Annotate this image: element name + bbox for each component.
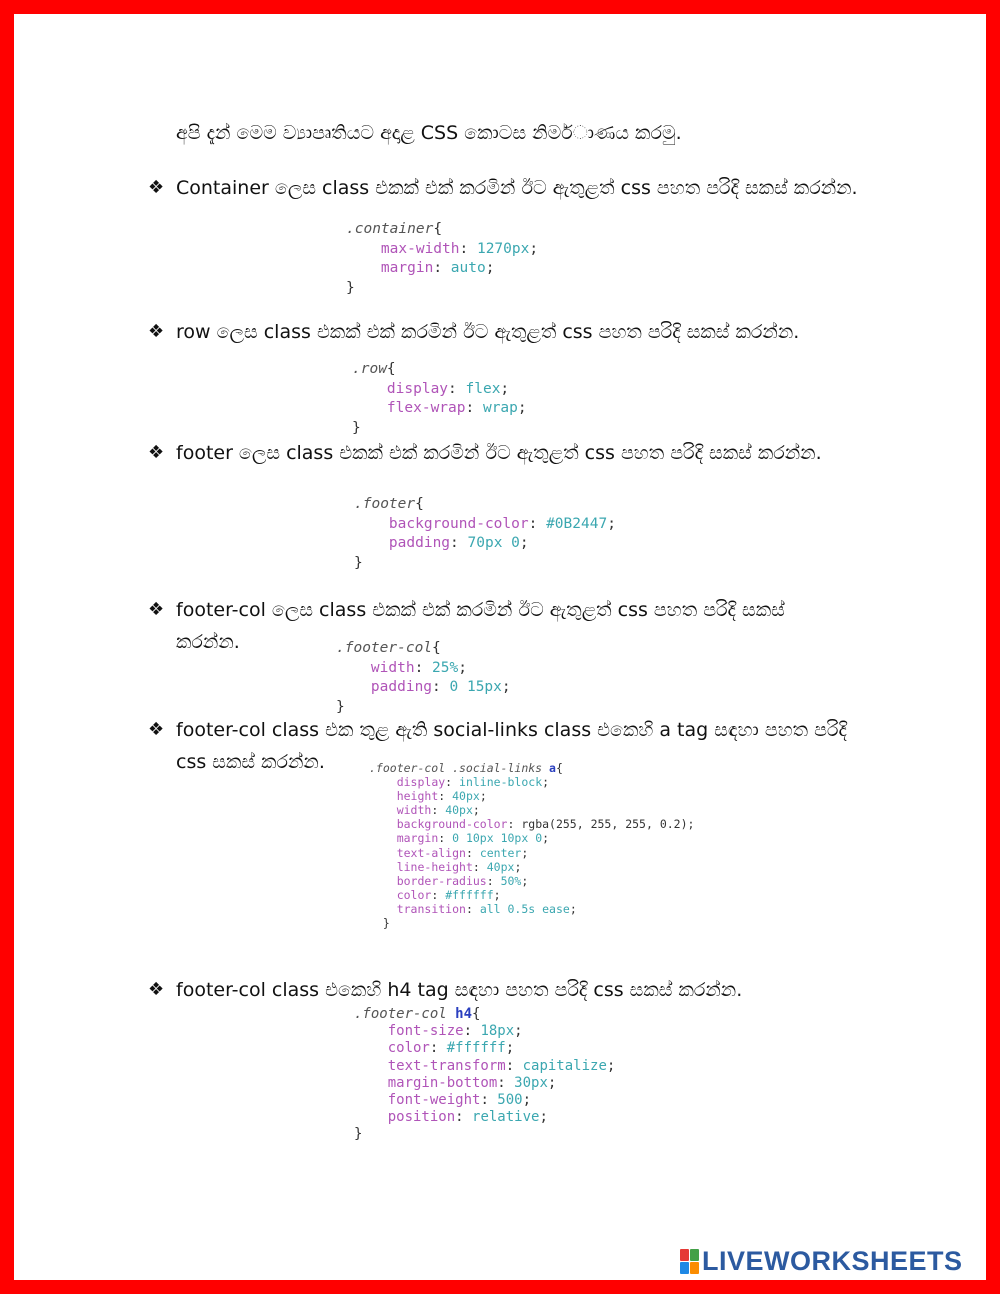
code-value: capitalize	[522, 1057, 607, 1074]
logo-square	[690, 1249, 699, 1261]
logo-square	[690, 1262, 699, 1274]
code-property: transition	[396, 901, 466, 916]
code-property: font-size	[387, 1023, 464, 1040]
code-value: 25%	[432, 659, 459, 676]
code-property: line-height	[396, 859, 473, 874]
code-value: 1270px	[476, 240, 530, 257]
instruction-text-line-1: footer-col ලෙස class එකක් එක් කරමින් ඊට ඇතුළත් css පහත පරිදි සකස්	[176, 599, 785, 621]
logo-mark-icon	[680, 1249, 699, 1274]
code-property: margin	[380, 260, 434, 276]
code-value: wrap	[482, 400, 518, 416]
brand-name: LIVEWORKSHEETS	[702, 1246, 963, 1276]
bullet-icon: ❖	[148, 599, 165, 620]
instruction-text: Container ලෙස class එකක් එක් කරමින් ඊට ඇතුළත් css පහත පරිදි සකස් කරන්න.	[176, 177, 858, 199]
code-property: flex-wrap	[386, 400, 466, 416]
code-value: relative	[472, 1109, 540, 1126]
code-property: display	[386, 380, 449, 397]
bullet-icon: ❖	[148, 177, 165, 198]
code-selector: .footer-col .social-links	[369, 761, 543, 775]
code-property: display	[396, 775, 446, 790]
bullet-icon: ❖	[148, 719, 165, 740]
code-property: text-align	[396, 845, 466, 860]
code-selector: .footer	[354, 496, 416, 512]
code-value: all 0.5s ease	[479, 901, 570, 916]
code-value: 40px	[445, 803, 473, 818]
code-value: #0B2447	[546, 515, 608, 532]
code-property: text-transform	[387, 1057, 506, 1074]
code-value: 0 15px	[449, 679, 502, 695]
bullet-icon: ❖	[148, 442, 165, 463]
instruction-footer	[148, 437, 868, 469]
instruction-text: footer-col class එකෙහි h4 tag සඳහා පහත පරිදි css සකස් කරන්න.	[176, 979, 743, 1001]
code-value: 40px	[486, 859, 515, 874]
worksheet-page	[14, 14, 986, 1280]
code-value: 70px 0	[467, 535, 520, 551]
instruction-text: footer ලෙස class එකක් එක් කරමින් ඊට ඇතුළත් css පහත පරිදි සකස් කරන්න.	[176, 442, 822, 464]
code-property: margin	[396, 831, 439, 846]
code-property: position	[387, 1109, 456, 1126]
code-property: width	[396, 803, 432, 818]
instruction-h4	[148, 974, 868, 1006]
code-property: color	[387, 1040, 430, 1057]
code-block-row: .row{ display: flex; flex-wrap: wrap; }	[352, 361, 527, 436]
code-property: background-color	[396, 817, 508, 832]
code-block-h4: .footer-col h4{ font-size: 18px; color: #ffffff; text-transform: capitalize; margin-bottom: 30px; font-weight: 500; position: relative; }	[354, 1006, 616, 1143]
code-value: center	[479, 845, 522, 860]
instruction-container	[148, 172, 868, 204]
code-value: 0 10px 10px 0	[452, 831, 543, 846]
instruction-text-line-1: footer-col class එක තුළ ඇති social-links class එකෙහි a tag සඳහා පහත පරිදි	[176, 719, 847, 741]
code-block-footer-col: .footer-col{ width: 25%; padding: 0 15px; }	[336, 640, 511, 715]
instruction-text-line-2: css සකස් කරන්න.	[176, 751, 325, 773]
code-property: background-color	[388, 515, 529, 532]
code-value: inline-block	[459, 775, 543, 790]
code-property: border-radius	[396, 873, 487, 888]
code-value: #ffffff	[445, 887, 494, 902]
liveworksheets-logo	[680, 1246, 963, 1277]
code-selector: .row	[352, 361, 387, 377]
code-value: auto	[450, 260, 486, 276]
code-selector-tag: a	[549, 761, 556, 775]
intro-text: අපි දැන් මෙම ව්‍යාපෘතියට අදාළ CSS කොටස නිමර්ාණය කරමු.	[176, 122, 682, 144]
code-block-social-links: .footer-col .social-links a{ display: inline-block; height: 40px; width: 40px; background-color: rgba(255, 255, 255, 0.2); margin: 0 10px 10px 0; text-align: center; line-height: 40px; border-radius: 50%; color: #ffffff; transition: all 0.5s ease; }	[369, 761, 695, 931]
code-selector: .footer-col	[354, 1006, 447, 1022]
instruction-text-line-2: කරන්න.	[176, 631, 240, 653]
code-value: 50%	[500, 873, 522, 888]
code-value: rgba(255, 255, 255, 0.2)	[521, 817, 688, 832]
code-property: color	[396, 887, 432, 902]
code-property: max-width	[380, 240, 460, 257]
instruction-row	[148, 316, 868, 348]
code-property: width	[370, 659, 415, 676]
code-value: 18px	[480, 1023, 515, 1040]
bullet-icon: ❖	[148, 321, 165, 342]
code-selector-tag: h4	[455, 1006, 473, 1022]
code-property: height	[396, 789, 439, 804]
code-block-footer: .footer{ background-color: #0B2447; padding: 70px 0; }	[354, 496, 616, 571]
code-property: font-weight	[387, 1092, 481, 1109]
bullet-icon: ❖	[148, 979, 165, 1000]
code-value: 500	[497, 1092, 523, 1109]
logo-square	[680, 1262, 689, 1274]
logo-square	[680, 1249, 689, 1261]
code-selector: .container	[346, 221, 434, 237]
code-property: padding	[388, 535, 451, 551]
code-property: padding	[370, 679, 433, 695]
instruction-text: row ලෙස class එකක් එක් කරමින් ඊට ඇතුළත් css පහත පරිදි සකස් කරන්න.	[176, 321, 800, 343]
code-selector: .footer-col	[336, 640, 433, 656]
code-value: 40px	[452, 789, 480, 804]
code-block-container: .container{ max-width: 1270px; margin: auto; }	[346, 221, 539, 296]
code-property: margin-bottom	[387, 1074, 498, 1091]
code-value: flex	[465, 380, 501, 397]
code-value: #ffffff	[446, 1040, 506, 1057]
code-value: 30px	[514, 1074, 548, 1091]
